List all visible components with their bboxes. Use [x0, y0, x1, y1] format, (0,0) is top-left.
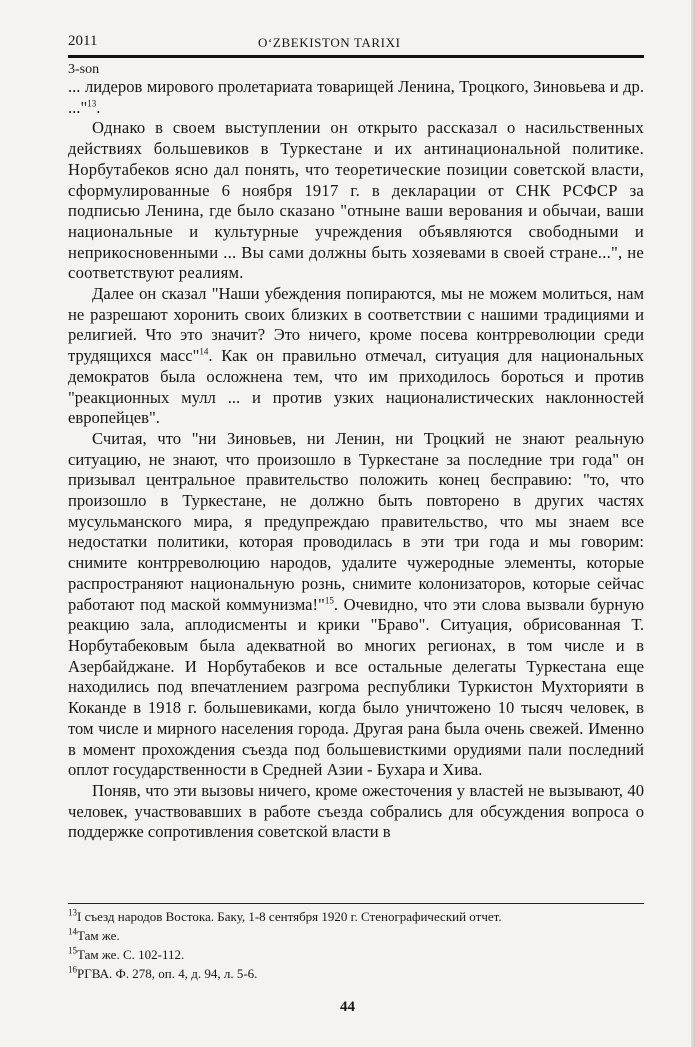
footnote-ref[interactable]: 15	[324, 595, 334, 606]
footnote-number: 16	[68, 964, 77, 975]
page-edge-shadow	[691, 0, 695, 1047]
paragraph: Считая, что "ни Зиновьев, ни Ленин, ни Троцкий не знают реальную ситуацию, не знают, что произошло в Туркестане за последние три года" он призывал центральное правительство положить конец бесправию: "то, что произошло в Туркестане, не должно быть повторено в других частях мусульманского мира, я предупреждаю правительство, что мы знаем все недостатки политики, которая проводилась в эти три года и мы говорим: снимите контрреволюцию народов, удалите чужеродные элементы, которые распространяют национальную рознь, снимите колонизаторов, которые сейчас работают под маской коммунизма!"$^{15}$. Очевидно, что эти слова вызвали бурную реакцию зала, аплодисменты и крики "Браво". Ситуация, обрисованная Т. Норбутабековым была адекватной во многих регионах, в том числе и в Азербайджане. И Норбутабеков и все остальные делегаты Туркестана еще находились под впечатлением разгрома республики Туркистон Мухторияти в Коканде в 1918 г. большевиками, когда было уничтожено 10 тысяч человек, в том числе и мирного населения города. Другая рана была очень свежей. Именно в момент прохождения съезда под большевисткими орудиями пали последний оплот государственности в Средней Азии - Бухара и Хива.	[68, 428, 645, 780]
footnote-number: 15	[68, 945, 77, 956]
footnote-text: РГВА. Ф. 278, оп. 4, д. 94, л. 5-6.	[77, 966, 258, 981]
page-number: 44	[340, 999, 355, 1015]
paragraph: Поняв, что эти вызовы ничего, кроме ожесточения у властей не вызывают, 40 человек, участвовавших в работе съезда собрались для обсуждения вопроса о поддержке сопротивления советской власти в	[68, 780, 644, 842]
footnote	[68, 926, 644, 945]
footnote-ref[interactable]: 13	[87, 98, 97, 109]
footnote-rule	[68, 903, 644, 904]
footnote-text: I съезд народов Востока. Баку, 1-8 сентября 1920 г. Стенографический отчет.	[77, 909, 502, 924]
issue-number: 3-son	[68, 62, 100, 77]
paragraph: Далее он сказал "Наши убеждения попираются, мы не можем молиться, нам не разрешают хоронить своих близких в соответствии с нашими традициями и религией. Что это значит? Это ничего, кроме посева контрреволюции среди трудящихся масс"$^{14}$. Как он правильно отмечал, ситуация для национальных демократов была осложнена тем, что им приходилось бороться и против "реакционных мулл ... и против узких националистических наклонностей европейцев".	[68, 284, 644, 428]
article-body	[68, 77, 644, 843]
footnote-ref[interactable]: 14	[199, 346, 209, 357]
header-year: 2011	[68, 33, 98, 49]
footnote	[68, 907, 644, 926]
footnotes	[68, 907, 644, 983]
header-rule	[68, 55, 644, 58]
paragraph: ... лидеров мирового пролетариата товарищей Ленина, Троцкого, Зиновьева и др. ..."$^{13}$.	[68, 77, 644, 117]
running-header	[68, 31, 644, 55]
footnote	[68, 945, 644, 964]
journal-title: O‘ZBEKISTON TARIXI	[258, 35, 401, 50]
footnote-text: Там же. С. 102-112.	[77, 947, 185, 962]
footnote-number: 13	[68, 907, 77, 918]
footnote-number: 14	[68, 926, 77, 937]
footnote-text: Там же.	[77, 928, 120, 943]
footnote	[68, 964, 644, 983]
paragraph: Однако в своем выступлении он открыто рассказал о насильственных действиях большевиков в Туркестане и их антинациональной политике. Норбутабеков ясно дал понять, что теоретические позиции советской власти, сформулированные 6 ноября 1917 г. в декларации от СНК РСФСР за подписью Ленина, где было сказано "отныне ваши верования и обычаи, ваши национальные и культурные учреждения объявляются свободными и неприкосновенными ... Вы сами должны быть хозяевами в своей стране...", не соответствуют реалиям.	[68, 118, 644, 283]
